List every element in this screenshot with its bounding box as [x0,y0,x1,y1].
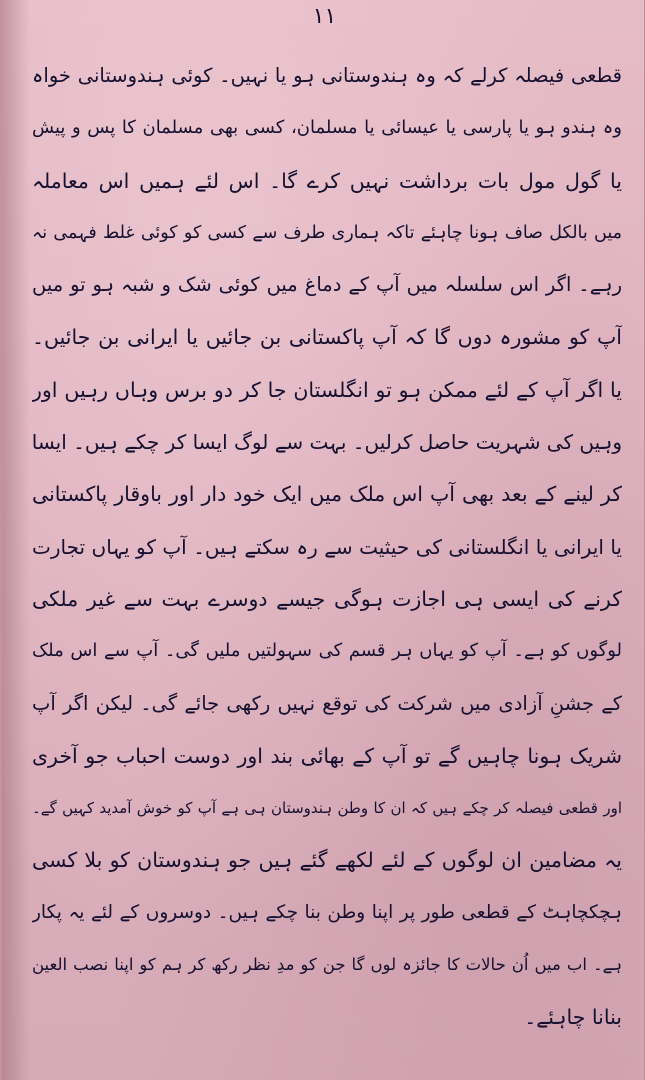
text-line: شریک ہونا چاہیں گے تو آپ کے بھائی بند اور دوست احباب جو آخری [32,743,622,768]
text-line: کر لینے کے بعد بھی آپ اس ملک میں ایک خود دار اور باوقار پاکستانی [32,482,622,507]
page-fold-shadow [2,0,30,1080]
text-line: ہچکچاہٹ کے قطعی طور پر اپنا وطن بنا چکے ہیں۔ دوسروں کے لئے یہ پکار [32,901,622,923]
urdu-text-body [32,50,622,1044]
text-line: رہے۔ اگر اس سلسلہ میں آپ کے دماغ میں کوئی شک و شبہ ہو تو میں [32,273,622,297]
text-line: یا ایرانی یا انگلستانی کی حیثیت سے رہ سکتے ہیں۔ آپ کو یہاں تجارت [32,534,622,559]
text-line: میں بالکل صاف ہونا چاہئے تاکہ ہماری طرف سے کسی کو کوئی غلط فہمی نہ [32,222,622,243]
text-line: کے جشنِ آزادی میں شرکت کی توقع نہیں رکھی جائے گی۔ لیکن اگر آپ [32,691,622,715]
text-line: آپ کو مشورہ دوں گا کہ آپ پاکستانی بن جائیں یا ایرانی بن جائیں۔ [32,325,622,350]
text-line: وہ ہندو ہو یا پارسی یا عیسائی یا مسلمان، کسی بھی مسلمان کا پس و پیش [32,117,622,139]
text-line: یہ مضامین ان لوگوں کے لئے لکھے گئے ہیں جو ہندوستان کو بلا کسی [32,848,622,873]
text-line: بنانا چاہئے۔ [524,1005,622,1030]
text-line: یا گول مول بات برداشت نہیں کرے گا۔ اس لئے ہمیں اس معاملہ [32,168,622,193]
text-line: کرنے کی ایسی ہی اجازت ہوگی جیسے دوسرے بہت سے غیر ملکی [32,586,622,611]
text-line: لوگوں کو ہے۔ آپ کو یہاں ہر قسم کی سہولتیں ملیں گی۔ آپ سے اس ملک [32,640,622,662]
text-line: یا اگر آپ کے لئے ممکن ہو تو انگلستان جا کر دو برس وہاں رہیں اور [32,377,622,402]
text-line: اور قطعی فیصلہ کر چکے ہیں کہ ان کا وطن ہندوستان ہی ہے آپ کو خوش آمدید کہیں گے۔ [32,799,622,818]
page-number: ۱۱ [312,4,337,29]
text-line: وہیں کی شہریت حاصل کرلیں۔ بہت سے لوگ ایسا کر چکے ہیں۔ ایسا [32,430,622,455]
text-line: قطعی فیصلہ کرلے کہ وہ ہندوستانی ہو یا نہیں۔ کوئی ہندوستانی خواہ [32,64,622,87]
text-line: ہے۔ اب میں اُن حالات کا جائزہ لوں گا جن کو مدِ نظر رکھ کر ہم کو اپنا نصب العین [32,955,622,975]
